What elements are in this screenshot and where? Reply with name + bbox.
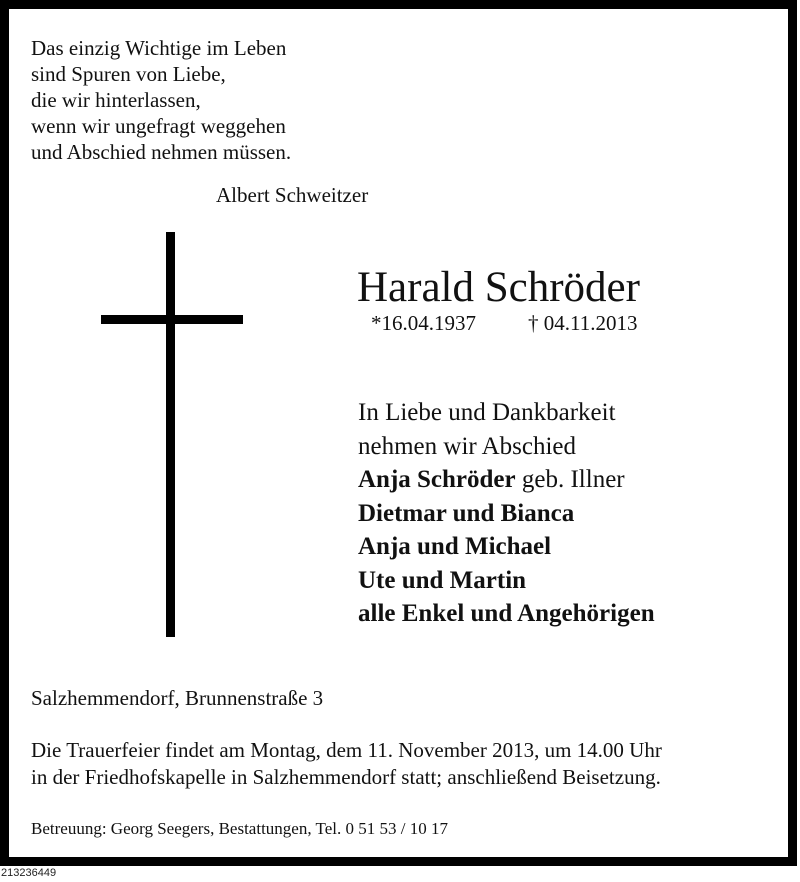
spouse-name: Anja Schröder bbox=[358, 466, 516, 493]
quote-line: wenn wir ungefragt weggehen bbox=[31, 114, 286, 138]
cross-horizontal-beam bbox=[101, 315, 243, 324]
spouse-maiden-name: geb. Illner bbox=[521, 466, 625, 493]
death-date: † 04.11.2013 bbox=[528, 311, 638, 335]
family-member: alle Enkel und Angehörigen bbox=[358, 600, 655, 627]
family-intro: In Liebe und Dankbarkeit bbox=[358, 399, 616, 426]
quote-line: Das einzig Wichtige im Leben bbox=[31, 36, 287, 60]
quote-line: und Abschied nehmen müssen. bbox=[31, 140, 292, 164]
ad-id: 213236449 bbox=[1, 867, 57, 879]
quote-author: Albert Schweitzer bbox=[216, 183, 369, 207]
quote bbox=[31, 35, 291, 165]
ceremony-info bbox=[31, 737, 662, 791]
deceased-name: Harald Schröder bbox=[357, 264, 640, 311]
ceremony-line: Die Trauerfeier findet am Montag, dem 11. November 2013, um 14.00 Uhr bbox=[31, 738, 662, 762]
family-block bbox=[358, 396, 655, 631]
family-intro: nehmen wir Abschied bbox=[358, 432, 577, 460]
ceremony-line: in der Friedhofskapelle in Salzhemmendorf statt; anschließend Beisetzung. bbox=[31, 765, 661, 789]
quote-line: sind Spuren von Liebe, bbox=[31, 62, 226, 86]
undertaker-info: Betreuung: Georg Seegers, Bestattungen, Tel. 0 51 53 / 10 17 bbox=[31, 819, 448, 838]
life-dates bbox=[371, 311, 637, 336]
address: Salzhemmendorf, Brunnenstraße 3 bbox=[31, 686, 324, 710]
quote-line: die wir hinterlassen, bbox=[31, 88, 201, 112]
family-member: Ute und Martin bbox=[358, 566, 527, 594]
birth-date: *16.04.1937 bbox=[371, 311, 476, 335]
family-member: Anja und Michael bbox=[358, 533, 552, 560]
spouse-line bbox=[358, 463, 655, 497]
family-member: Dietmar und Bianca bbox=[358, 499, 575, 527]
cross-vertical-beam bbox=[166, 232, 175, 637]
